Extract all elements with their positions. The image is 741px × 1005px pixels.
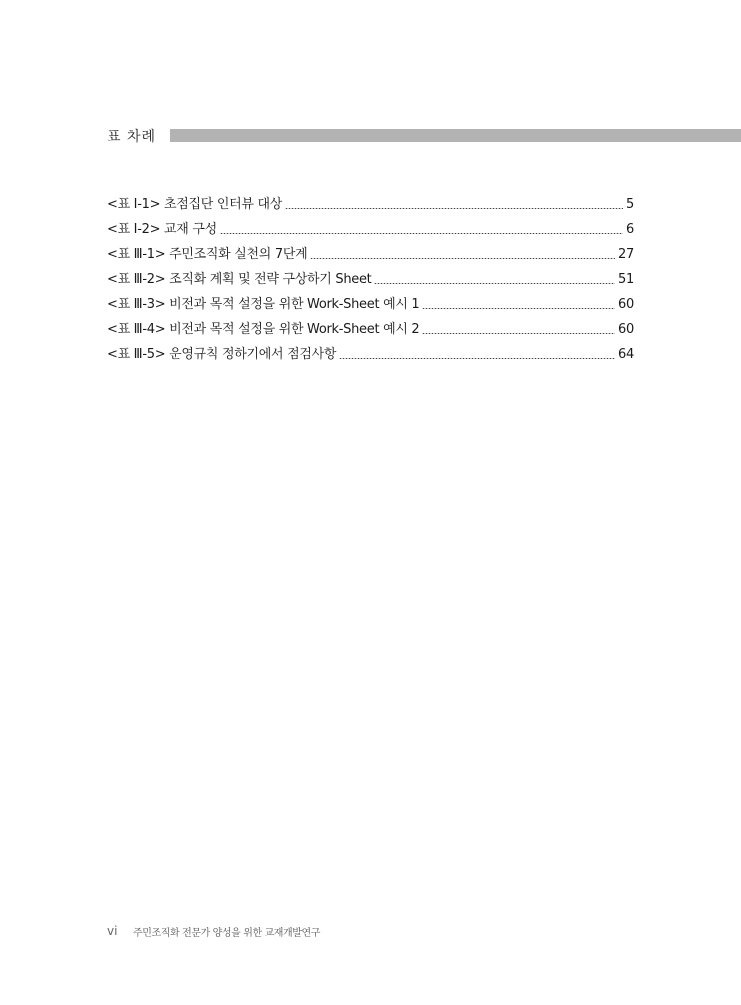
toc-entry-label: <표 Ⅲ-2> 조직화 계획 및 전략 구상하기 Sheet bbox=[107, 272, 372, 287]
footer-book-title: 주민조직화 전문가 양성을 위한 교재개발연구 bbox=[133, 927, 321, 939]
toc-entry-page: 5 bbox=[626, 197, 634, 212]
toc-entry-page: 51 bbox=[618, 272, 634, 287]
toc-entry[interactable] bbox=[107, 268, 634, 293]
toc-entry-label: <표 Ⅲ-3> 비전과 목적 설정을 위한 Work-Sheet 예시 1 bbox=[107, 297, 420, 312]
toc-entry[interactable] bbox=[107, 318, 634, 343]
toc-entry-label: <표 Ⅲ-5> 운영규칙 정하기에서 점검사항 bbox=[107, 347, 337, 362]
leader-dots bbox=[339, 358, 615, 359]
toc-entry-label: <표 Ⅰ-1> 초점집단 인터뷰 대상 bbox=[107, 197, 282, 212]
toc-entry-label: <표 Ⅰ-2> 교재 구성 bbox=[107, 222, 217, 237]
toc-entry[interactable] bbox=[107, 243, 634, 268]
toc-entry-page: 64 bbox=[618, 347, 634, 362]
leader-dots bbox=[220, 233, 623, 234]
section-heading bbox=[107, 126, 741, 146]
toc-entry-label: <표 Ⅲ-4> 비전과 목적 설정을 위한 Work-Sheet 예시 2 bbox=[107, 322, 420, 337]
toc-entry-page: 6 bbox=[626, 222, 634, 237]
toc-entry-page: 60 bbox=[618, 322, 634, 337]
toc-entry-label: <표 Ⅲ-1> 주민조직화 실천의 7단계 bbox=[107, 247, 308, 262]
footer-page-number: vi bbox=[107, 924, 118, 938]
toc-entry-page: 60 bbox=[618, 297, 634, 312]
leader-dots bbox=[374, 283, 615, 284]
leader-dots bbox=[422, 333, 615, 334]
toc-entry[interactable] bbox=[107, 293, 634, 318]
table-of-contents bbox=[107, 193, 634, 368]
section-title: 표 차례 bbox=[107, 129, 157, 145]
leader-dots bbox=[422, 308, 615, 309]
page-footer bbox=[107, 922, 320, 940]
toc-entry[interactable] bbox=[107, 218, 634, 243]
leader-dots bbox=[310, 258, 615, 259]
toc-entry[interactable] bbox=[107, 193, 634, 218]
toc-entry-page: 27 bbox=[618, 247, 634, 262]
toc-entry[interactable] bbox=[107, 343, 634, 368]
heading-rule-bar bbox=[170, 129, 741, 142]
leader-dots bbox=[285, 208, 623, 209]
